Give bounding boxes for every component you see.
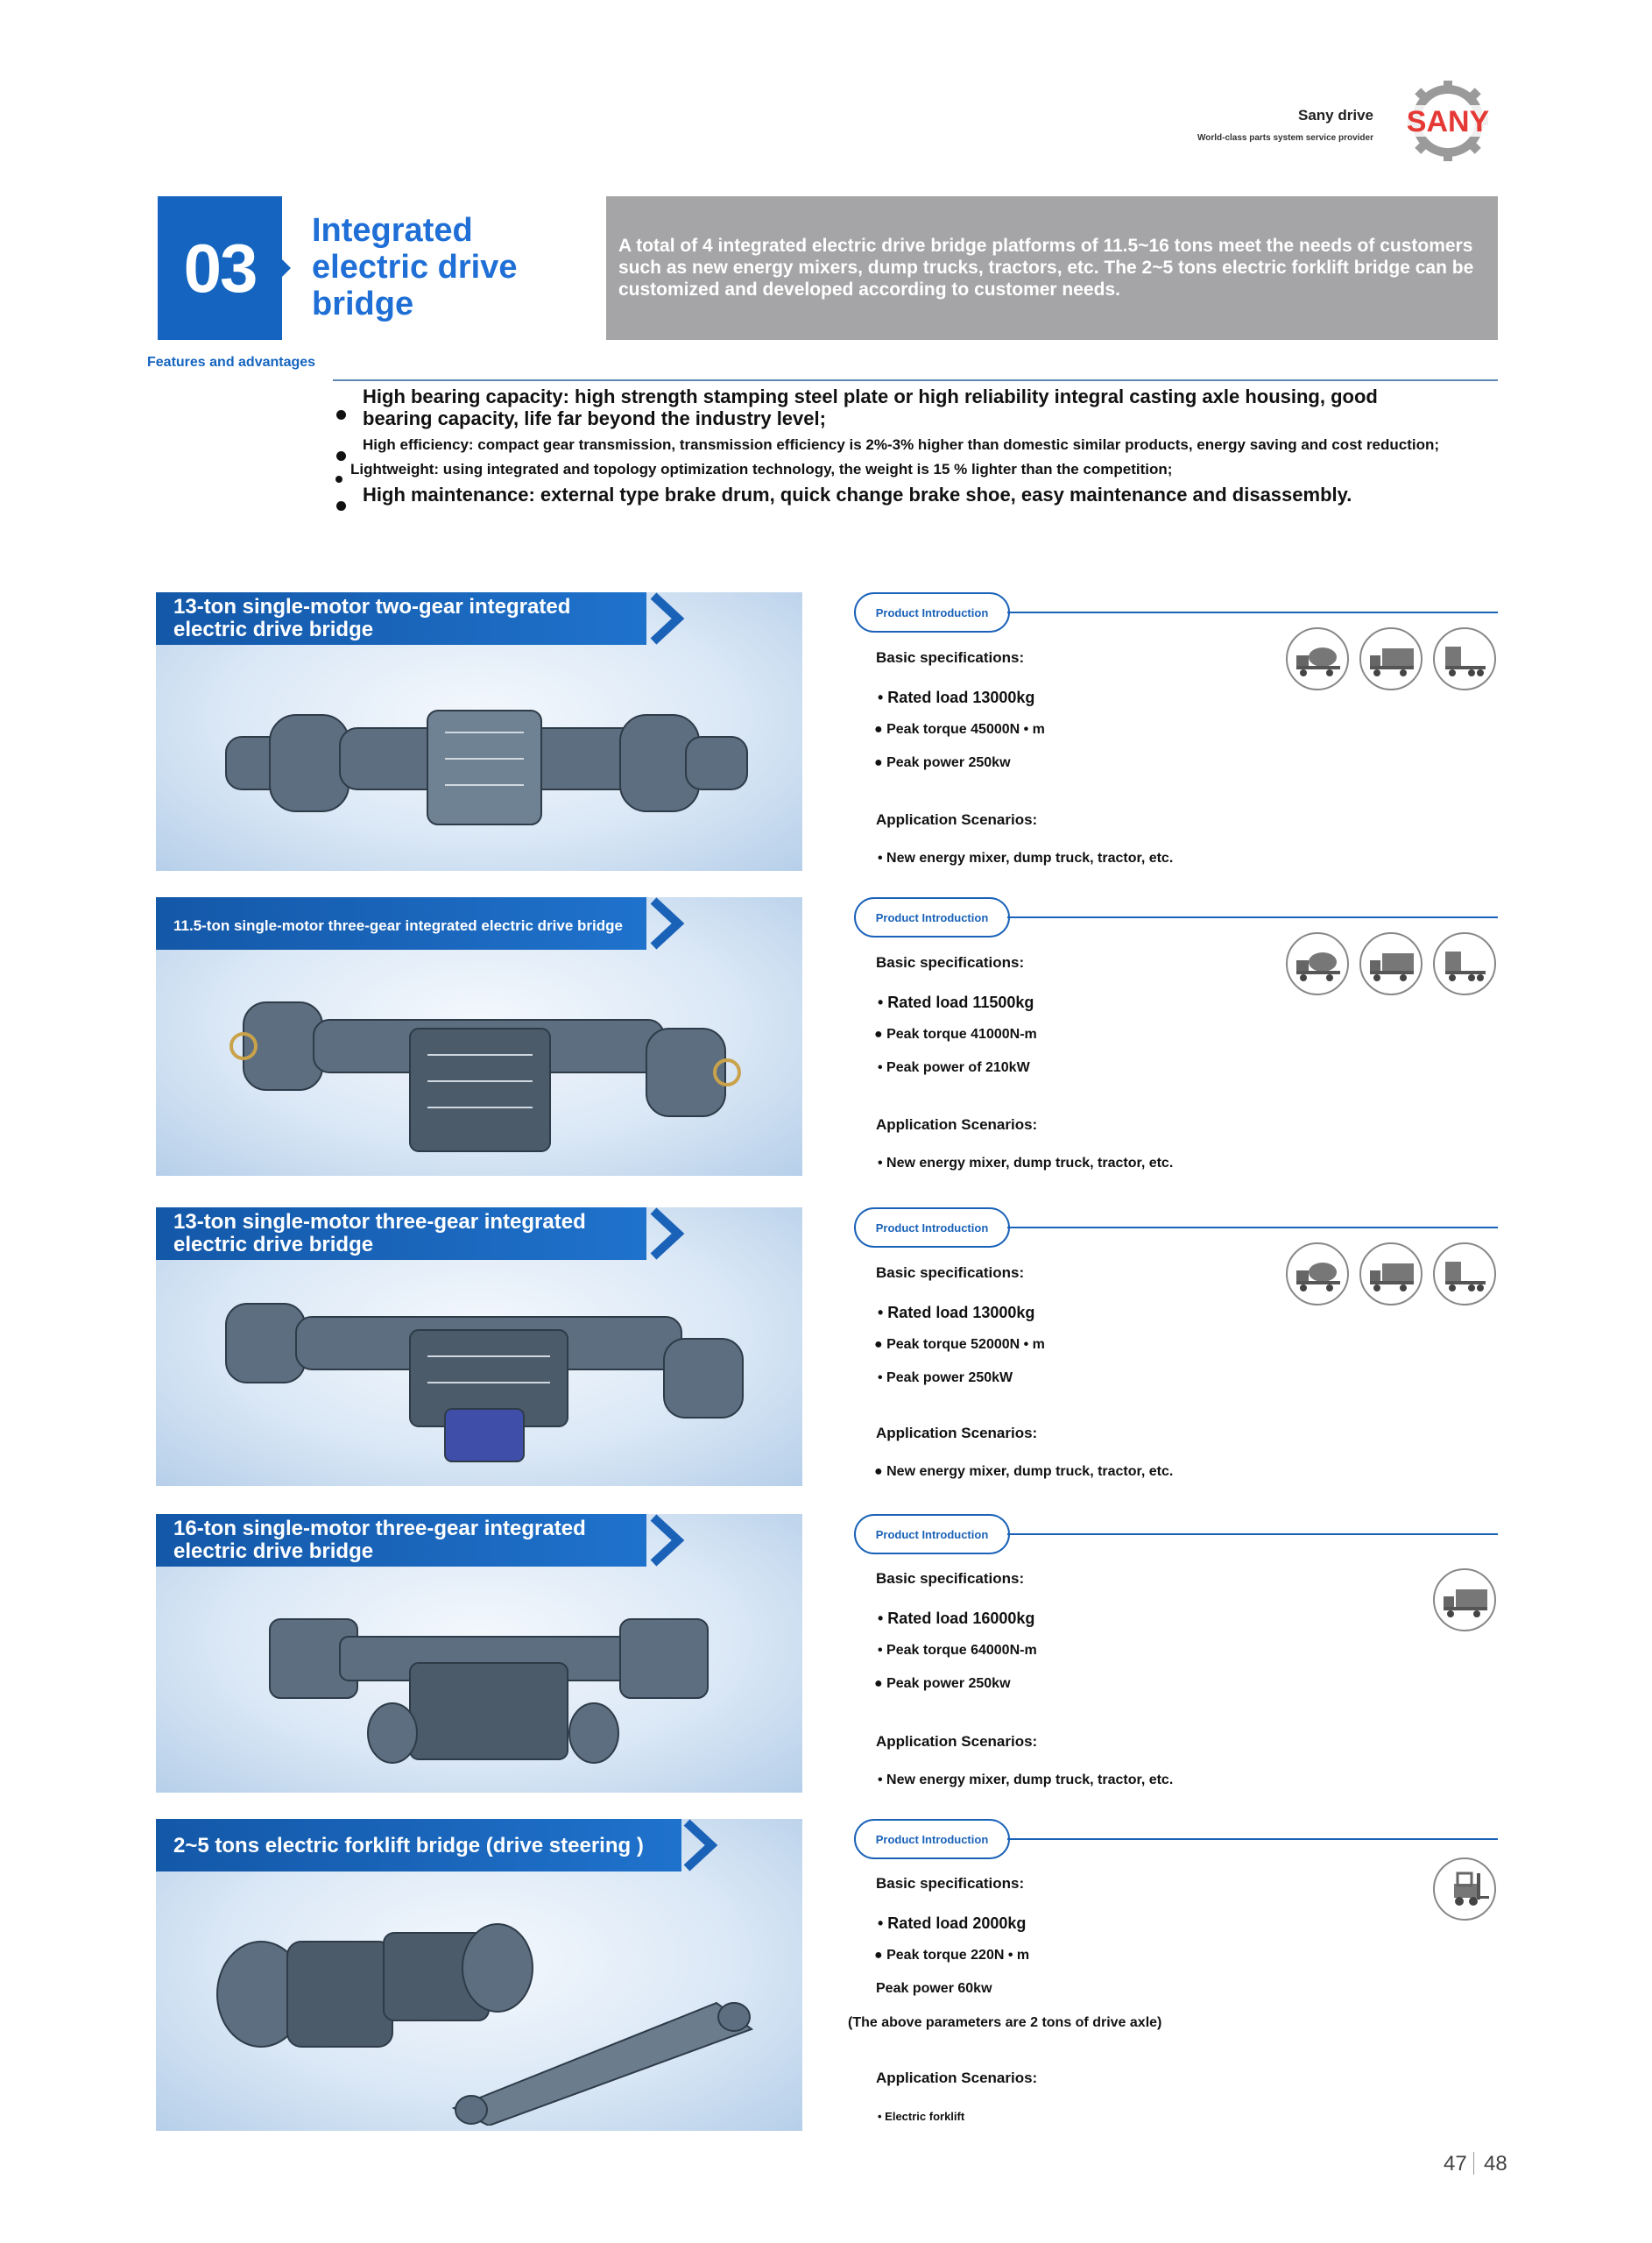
feature-text: High maintenance: external type brake drum, quick change brake shoe, easy maintenance and disassembly. [363,484,1352,506]
section-title: Integrated electric drive bridge [312,212,518,322]
page-divider [1473,2152,1474,2175]
mixer-truck-icon [1286,1242,1349,1305]
section-header [158,196,1498,340]
spec-item: • Rated load 11500kg [878,994,1034,1011]
tractor-truck-icon [1433,627,1496,690]
brand-name: Sany drive [1298,107,1373,124]
drive-axle-image [208,1277,769,1470]
spec-item: • Rated load 16000kg [878,1610,1035,1627]
product-image [156,1819,802,2131]
spec-item: ● Peak power 250kw [874,1676,1011,1691]
feature-item [331,386,1452,429]
basic-spec-label: Basic specifications: [876,1875,1025,1892]
spec-item: • Rated load 2000kg [878,1914,1027,1932]
mixer-truck-icon [1286,932,1349,995]
feature-text: High bearing capacity: high strength stamping steel plate or high reliability integral casting axle housing, good bearing capacity, life far beyond the industry level; [363,386,1378,429]
drive-axle-image [208,1584,769,1777]
feature-text: High efficiency: compact gear transmission, transmission efficiency is 2%-3% higher than domestic similar products, energy saving and cost reduction; [363,436,1440,453]
app-scenario-label: Application Scenarios: [876,1116,1038,1133]
spec-item: • Peak torque 64000N-m [878,1643,1037,1658]
spec-item: ● Peak torque 220N • m [874,1948,1030,1963]
feature-item [331,435,1452,454]
product-title-bar [156,592,646,645]
features-list [331,386,1452,506]
bullet-icon [335,476,342,483]
product-intro-tag: Product Introduction [854,897,1010,938]
feature-item [331,460,1452,478]
product-intro-divider [1007,1838,1498,1840]
product-title: 16-ton single-motor three-gear integrated electric drive bridge [173,1517,586,1563]
dump-truck-icon [1433,1568,1496,1631]
drive-axle-image [208,967,769,1160]
spec-item: • Peak power of 210kW [878,1060,1030,1075]
app-scenario-text: • New energy mixer, dump truck, tractor, etc. [878,1772,1174,1787]
tractor-truck-icon [1433,932,1496,995]
tractor-truck-icon [1433,1242,1496,1305]
product-title-bar [156,897,646,950]
spec-item: Peak power 60kw [876,1981,992,1996]
spec-item: ● Peak power 250kw [874,755,1011,770]
product-intro-tag: Product Introduction [854,1514,1010,1554]
dump-truck-icon [1359,1242,1423,1305]
app-scenario-label: Application Scenarios: [876,2070,1038,2086]
product-intro-divider [1007,916,1498,918]
app-scenario-label: Application Scenarios: [876,1425,1038,1441]
spec-item: • Rated load 13000kg [878,689,1035,706]
features-label: Features and advantages [147,355,316,370]
product-title-bar [156,1207,646,1260]
drive-axle-image [208,662,769,855]
product-title-bar [156,1819,681,1872]
app-scenario-label: Application Scenarios: [876,811,1038,828]
feature-text: Lightweight: using integrated and topology optimization technology, the weight is 15 % lighter than the competition; [350,461,1173,478]
app-scenario-text: • Electric forklift [878,2110,965,2123]
spec-item: ● Peak torque 41000N-m [874,1027,1037,1042]
app-scenario-label: Application Scenarios: [876,1733,1038,1750]
app-scenario-text: • New energy mixer, dump truck, tractor, etc. [878,1156,1174,1171]
spec-item: ● Peak torque 45000N • m [874,722,1045,737]
product-intro-divider [1007,1533,1498,1535]
page-number-left: 47 [1444,2152,1467,2176]
product-title: 11.5-ton single-motor three-gear integrated electric drive bridge [173,917,623,934]
app-scenario-text: • New energy mixer, dump truck, tractor, etc. [878,851,1174,866]
product-intro-tag: Product Introduction [854,1819,1010,1859]
page-number-right: 48 [1484,2152,1507,2176]
product-title: 13-ton single-motor two-gear integrated electric drive bridge [173,595,571,641]
product-title: 13-ton single-motor three-gear integrated electric drive bridge [173,1210,586,1256]
chevron-right-icon [646,1207,690,1260]
forklift-icon [1433,1857,1496,1921]
feature-item [331,484,1452,506]
sany-logo-icon [1391,79,1505,163]
chevron-right-icon [680,1819,724,1872]
product-title-bar [156,1514,646,1567]
dump-truck-icon [1359,627,1423,690]
spec-item: ● Peak torque 52000N • m [874,1337,1045,1352]
product-image [156,1514,802,1793]
product-image [156,897,802,1176]
basic-spec-label: Basic specifications: [876,649,1025,666]
bullet-icon [336,501,346,511]
product-title: 2~5 tons electric forklift bridge (drive steering ) [173,1834,644,1857]
brand-text [1093,107,1373,143]
logo-text: SANY [1406,105,1490,138]
basic-spec-label: Basic specifications: [876,954,1025,971]
product-intro-divider [1007,1227,1498,1228]
mixer-truck-icon [1286,627,1349,690]
features-divider [333,379,1498,381]
basic-spec-label: Basic specifications: [876,1264,1025,1281]
forklift-axle-image [208,1880,769,2126]
product-intro-divider [1007,612,1498,613]
section-arrow-icon [282,259,291,277]
product-image [156,1207,802,1486]
chevron-right-icon [646,1514,690,1567]
bullet-icon [336,410,346,420]
spec-item: • Peak power 250kW [878,1370,1013,1385]
product-intro-tag: Product Introduction [854,1207,1010,1248]
dump-truck-icon [1359,932,1423,995]
app-scenario-text: ● New energy mixer, dump truck, tractor, etc. [874,1464,1174,1479]
basic-spec-label: Basic specifications: [876,1570,1025,1587]
spec-note: (The above parameters are 2 tons of drive axle) [848,2015,1162,2030]
chevron-right-icon [646,897,690,950]
chevron-right-icon [646,592,690,645]
product-image [156,592,802,871]
section-description: A total of 4 integrated electric drive bridge platforms of 11.5~16 tons meet the needs of customers such as new energy mixers, dump trucks, tractors, etc. The 2~5 tons electric forklift bridge can be customized and developed according to customer needs. [618,236,1474,300]
spec-item: • Rated load 13000kg [878,1304,1035,1321]
product-intro-tag: Product Introduction [854,592,1010,633]
brand-tagline: World-class parts system service provider [1197,133,1373,143]
section-number: 03 [158,196,282,340]
